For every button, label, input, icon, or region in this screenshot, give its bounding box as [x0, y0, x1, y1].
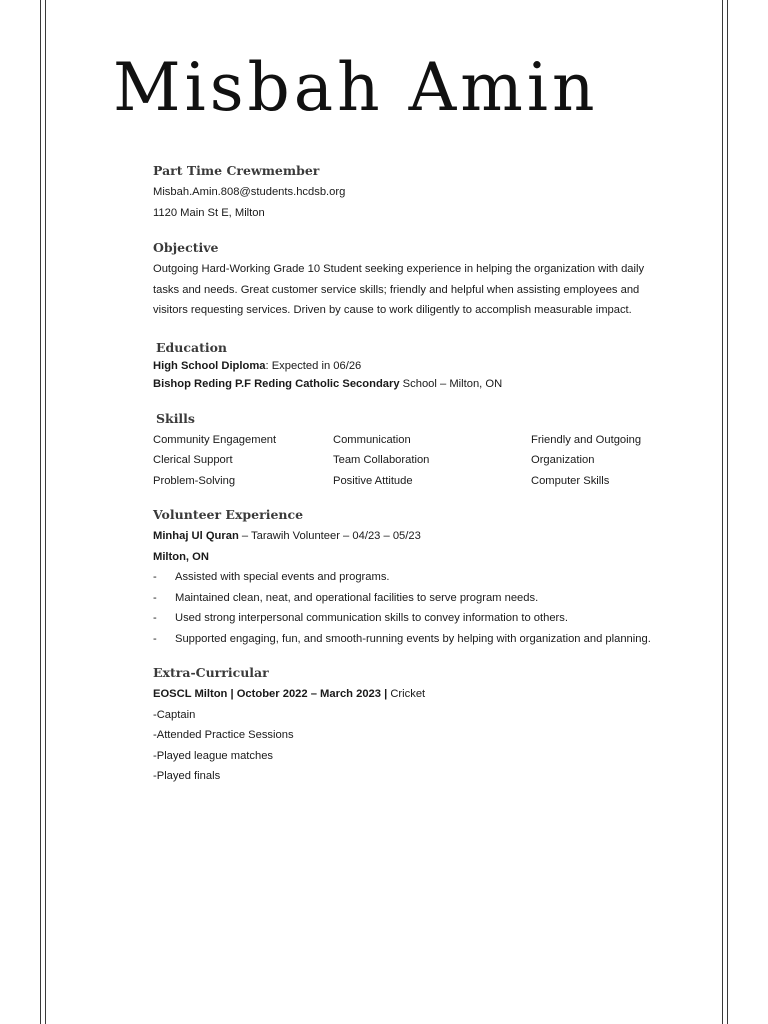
objective-text: Outgoing Hard-Working Grade 10 Student seeking experience in helping the organization with daily tasks and needs. Great customer service skills; friendly and helpful when assisting employees and visitors requesting services. Driven by cause to work diligently to accomplish measurable impact.: [153, 263, 645, 316]
bullet-text: Supported engaging, fun, and smooth-running events by helping with organization and planning.: [175, 632, 651, 645]
border-line-left-inner: [45, 0, 46, 1024]
bullet-dash: -: [153, 591, 157, 604]
spacer: [153, 491, 653, 504]
skill-item: Communication: [333, 433, 411, 446]
volunteer-role-detail: – Tarawih Volunteer – 04/23 – 05/23: [238, 530, 421, 542]
skills-grid: [153, 430, 653, 492]
education-diploma: [153, 358, 653, 375]
bullet-dash: -: [153, 632, 157, 645]
skills-heading: Skills: [156, 410, 195, 426]
skill-item: Positive Attitude: [333, 474, 413, 487]
resume-name: Misbah Amin: [113, 49, 599, 126]
email-text: Misbah.Amin.808@students.hcdsb.org: [153, 186, 346, 198]
volunteer-location-text: Milton, ON: [153, 550, 209, 563]
skill-item: Computer Skills: [531, 474, 610, 487]
list-item: [153, 567, 653, 588]
extracurricular-activity: Cricket: [387, 688, 426, 700]
school-detail: School – Milton, ON: [399, 377, 503, 390]
diploma-label: High School Diploma: [153, 359, 266, 372]
volunteer-bullets: [153, 567, 653, 649]
objective-heading: Objective: [153, 240, 219, 255]
volunteer-role: [153, 526, 653, 547]
spacer: [153, 321, 653, 338]
bullet-dash: -: [153, 612, 157, 624]
skill-item: Team Collaboration: [333, 454, 430, 466]
bullet-dash: -: [153, 571, 157, 583]
volunteer-heading: Volunteer Experience: [153, 507, 304, 522]
role-heading: Part Time Crewmember: [153, 163, 320, 178]
extracurricular-org-text: EOSCL Milton | October 2022 – March 2023 |: [153, 688, 388, 700]
extracurricular-org: [153, 684, 653, 705]
extracurricular-item: -Played league matches: [153, 749, 274, 762]
skill-item: Friendly and Outgoing: [531, 433, 642, 446]
skill-item: Clerical Support: [153, 454, 233, 466]
list-item: [153, 588, 653, 609]
border-line-left-outer: [40, 0, 41, 1024]
volunteer-location: [153, 547, 653, 568]
skill-item: Organization: [531, 454, 595, 466]
volunteer-org: Minhaj Ul Quran: [153, 530, 239, 542]
spacer: [153, 394, 653, 408]
address-text: 1120 Main St E, Milton: [153, 206, 265, 219]
bullet-text: Used strong interpersonal communication skills to convey information to others.: [175, 612, 568, 624]
skill-item: Community Engagement: [153, 433, 277, 446]
skill-item: Problem-Solving: [153, 474, 236, 487]
extracurricular-item: -Attended Practice Sessions: [153, 729, 294, 741]
border-line-right-outer: [727, 0, 728, 1024]
list-item: [153, 629, 653, 650]
diploma-detail: : Expected in 06/26: [265, 359, 362, 372]
bullet-text: Maintained clean, neat, and operational facilities to serve program needs.: [175, 591, 539, 604]
border-line-right-inner: [722, 0, 723, 1024]
spacer: [153, 223, 653, 237]
education-heading: Education: [156, 339, 228, 355]
resume-body: [153, 160, 653, 787]
extracurricular-item: -Played finals: [153, 770, 221, 782]
extracurricular-item: -Captain: [153, 708, 196, 721]
education-school: [153, 375, 653, 394]
spacer: [153, 649, 653, 662]
extracurricular-heading: Extra-Curricular: [153, 665, 269, 680]
list-item: [153, 608, 653, 629]
school-name: Bishop Reding P.F Reding Catholic Secondary: [153, 377, 400, 390]
bullet-text: Assisted with special events and programs.: [175, 571, 390, 583]
